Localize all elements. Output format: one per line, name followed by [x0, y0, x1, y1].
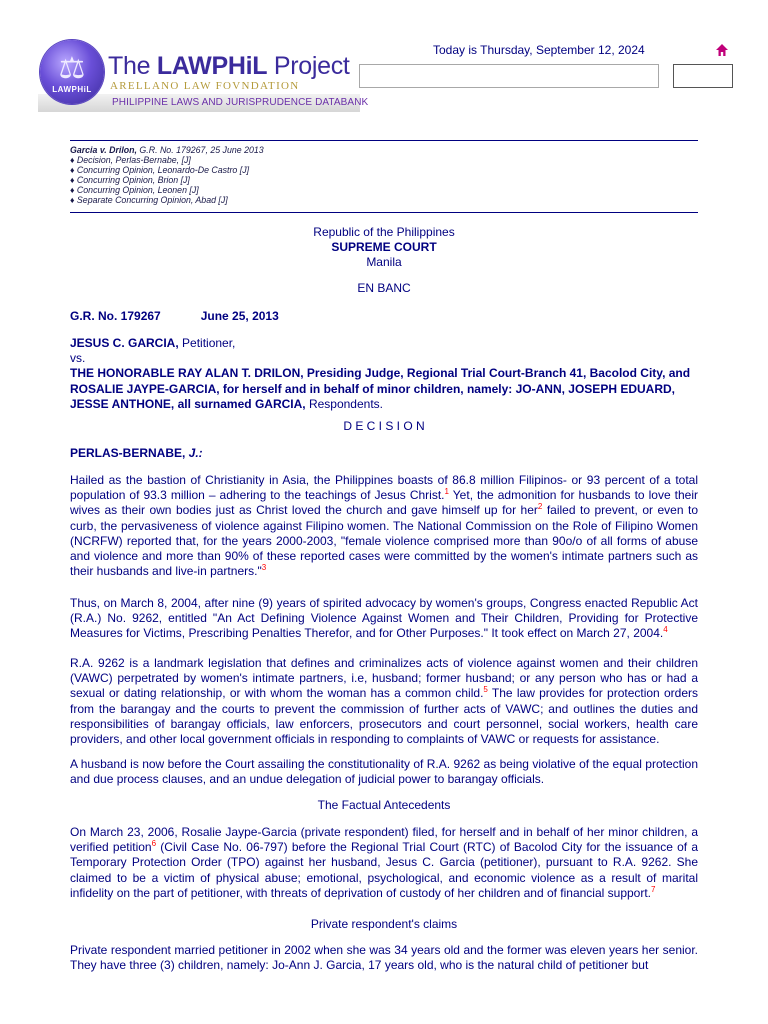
toc-case-title[interactable]: Garcia v. Drilon, G.R. No. 179267, 25 June 2013 [70, 145, 264, 155]
toc-item[interactable]: ♦ Concurring Opinion, Leonen [J] [70, 185, 199, 195]
case-parties: JESUS C. GARCIA, Petitioner, vs. THE HONORABLE RAY ALAN T. DRILON, Presiding Judge, Regional Trial Court-Branch 41, Bacolod City, and ROSALIE JAYPE-GARCIA, for herself and in behalf of minor children, namely: JO-ANN, JOSEPH EDUARD, JESSE ANTHONE, all surnamed GARCIA, Respondents. [70, 336, 698, 412]
logo-subtitle: ARELLANO LAW FOVNDATION [110, 80, 300, 92]
divider-toc [70, 212, 698, 213]
search-input[interactable] [359, 64, 659, 88]
manila-line: Manila [366, 255, 402, 269]
logo-seal-icon [40, 40, 104, 104]
scales-icon: ⚖ [58, 51, 86, 86]
paragraph-2: Thus, on March 8, 2004, after nine (9) years of spirited advocacy by women's groups, Congress enacted Republic Act (R.A.) No. 9262, entitled "An Act Defining Violence Against Women and Their Children, Providing for Protective Measures for Victims, Prescribing Penalties Therefor, and for Other Purposes." It took effect on March 27, 2004.$^4$ [70, 596, 698, 641]
paragraph-3: R.A. 9262 is a landmark legislation that defines and criminalizes acts of violence against women and their children (VAWC) perpetrated by women's intimate partners, i.e, husband; former husband; or any person who has or had a sexual or dating relationship, or with whom the woman has a common child.$^5$ The law provides for protection orders from the barangay and the courts to prevent the commission of further acts of VAWC; and outlines the duties and responsibilities of barangay officials, law enforcers, prosecutors and court personnel, social workers, health care providers, and other local government officials in responding to complaints of VAWC or requests for assistance. [70, 656, 699, 747]
en-banc: EN BANC [357, 281, 411, 295]
ponente: PERLAS-BERNABE, J.: [70, 446, 203, 460]
lawphil-logo[interactable] [38, 38, 369, 114]
republic-line: Republic of the Philippines [313, 225, 455, 239]
decision-heading: D E C I S I O N [343, 419, 425, 433]
search-button[interactable] [673, 64, 733, 88]
vs-line: vs. [70, 351, 86, 366]
divider-top [70, 140, 698, 141]
court-heading [70, 225, 698, 270]
paragraph-6: Private respondent married petitioner in 2002 when she was 34 years old and the former was eleven years her senior. They have three (3) children, namely: Jo-Ann J. Garcia, 17 years old, who is the natural child of petitioner but [70, 943, 698, 973]
logo-band-text: PHILIPPINE LAWS AND JURISPRUDENCE DATABANK [112, 97, 369, 108]
toc-item[interactable]: ♦ Decision, Perlas-Bernabe, [J] [70, 155, 191, 165]
heading-private-respondent-claims: Private respondent's claims [310, 917, 458, 931]
toc-item[interactable]: ♦ Concurring Opinion, Leonardo-De Castro [J] [70, 165, 250, 175]
today-date: Today is Thursday, September 12, 2024 [433, 43, 645, 57]
footnote-link[interactable]: 2 [537, 502, 543, 512]
supreme-court-line: SUPREME COURT [331, 240, 437, 254]
decision-date: June 25, 2013 [200, 309, 279, 323]
paragraph-5: On March 23, 2006, Rosalie Jaype-Garcia (private respondent) filed, for herself and in behalf of her minor children, a verified petition$^6$ (Civil Case No. 06-797) before the Regional Trial Court (RTC) of Bacolod City for the issuance of a Temporary Protection Order (TPO) against her husband, Jesus C. Garcia (petitioner), pursuant to R.A. 9262. She claimed to be a victim of physical abuse; emotional, psychological, and economic violence as a result of marital infidelity on the part of petitioner, with threats of deprivation of custody of her children and of financial support.$^7$ [70, 825, 699, 900]
logo-title: The LAWPHiL Project [108, 52, 350, 80]
logo-badge: LAWPHiL [52, 85, 92, 94]
toc-item[interactable]: ♦ Concurring Opinion, Brion [J] [70, 175, 190, 185]
toc-item[interactable]: ♦ Separate Concurring Opinion, Abad [J] [70, 195, 228, 205]
gr-number: G.R. No. 179267 [70, 309, 161, 323]
paragraph-1: Hailed as the bastion of Christianity in Asia, the Philippines boasts of 86.8 million Filipinos- or 93 percent of a total population of 93.3 million – adhering to the teachings of Jesus Christ.$^1$ Yet, the admonition for husbands to love their wives as their own bodies just as Christ loved the church and gave himself up for her$^2$ failed to prevent, or even to curb, the pervasiveness of violence against Filipino women. The National Commission on the Role of Filipino Women (NCRFW) reported that, for the years 2000-2003, "female violence comprised more than 90o/o of all forms of abuse and violence and more than 90% of these reported cases were committed by the women's intimate partners such as their husbands and live-in partners."$^3$ [70, 473, 699, 579]
case-toc [70, 145, 264, 205]
respondents-names: THE HONORABLE RAY ALAN T. DRILON, Presiding Judge, Regional Trial Court-Branch 41, Bacolod City, and ROSALIE JAYPE-GARCIA, for herself and in behalf of minor children, namely: JO-ANN, JOSEPH EDUARD, JESSE ANTHONE, all surnamed GARCIA, [70, 366, 691, 411]
paragraph-4: A husband is now before the Court assailing the constitutionality of R.A. 9262 as being violative of the equal protection and due process clauses, and an undue delegation of judicial power to barangay officials. [70, 757, 698, 787]
footnote-link[interactable]: 3 [261, 563, 267, 573]
heading-factual-antecedents: The Factual Antecedents [317, 798, 451, 812]
footnote-link[interactable]: 1 [444, 487, 449, 497]
footnote-link[interactable]: 4 [663, 625, 668, 635]
case-number-line [70, 309, 698, 324]
footnote-link[interactable]: 5 [483, 685, 488, 695]
petitioner-name: JESUS C. GARCIA, [70, 336, 179, 350]
home-icon[interactable] [714, 42, 730, 58]
footnote-link[interactable]: 7 [651, 884, 656, 894]
footnote-link[interactable]: 6 [151, 839, 157, 849]
